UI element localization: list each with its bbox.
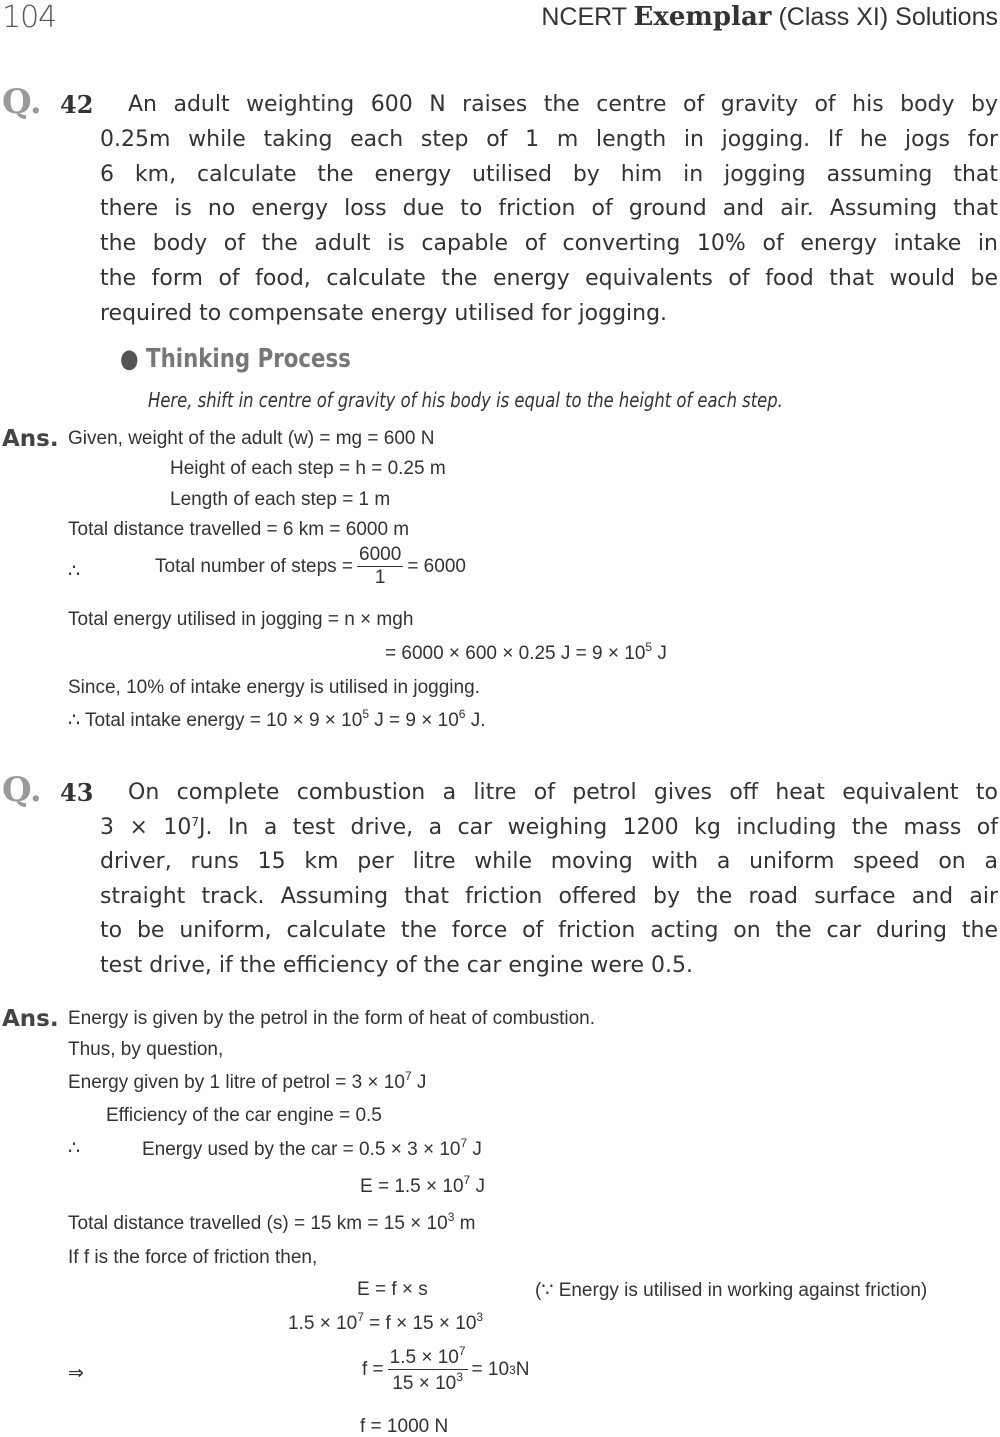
exponent: 3 — [447, 1210, 455, 1224]
question-line: the body of the adult is capable of converting 10% of energy intake in — [100, 231, 998, 256]
answer-line: Length of each step = 1 m — [170, 489, 391, 510]
answer-line: Total energy utilised in jogging = n × mgh — [68, 609, 414, 630]
exponent: 3 — [509, 1362, 516, 1377]
question-line: straight track. Assuming that friction offered by the road surface and air — [100, 884, 998, 909]
exponent: 3 — [476, 1310, 484, 1324]
question-line — [100, 815, 998, 840]
question-line: 0.25m while taking each step of 1 m length in jogging. If he jogs for — [100, 127, 998, 152]
question-line: there is no energy loss due to friction of ground and air. Assuming that — [100, 196, 998, 221]
question-text: J. In a test drive, a car weighing 1200 kg including the mass of — [199, 815, 998, 840]
eq-unit: J. — [465, 710, 486, 731]
denominator: 1 — [374, 567, 386, 588]
header-suffix: (Class XI) Solutions — [778, 3, 998, 31]
numerator — [388, 1344, 468, 1370]
question-mark: Q. — [2, 770, 42, 810]
answer-line: Efficiency of the car engine = 0.5 — [106, 1105, 382, 1126]
eq-text: E = 1.5 × 10 — [360, 1176, 464, 1197]
exponent: 5 — [362, 707, 369, 721]
eq-text: 15 × 10 — [392, 1373, 457, 1394]
fraction — [388, 1344, 468, 1395]
eq-unit: J — [411, 1072, 427, 1093]
thinking-process-heading — [120, 344, 351, 374]
exponent: 7 — [460, 1136, 468, 1150]
exponent: 7 — [191, 815, 199, 829]
header-bold: Exemplar — [633, 2, 772, 32]
eq-right: = 10 — [471, 1358, 510, 1380]
answer-line: Energy is given by the petrol in the form of heat of combustion. — [68, 1008, 596, 1029]
answer-line — [68, 707, 486, 732]
answer-line — [68, 1069, 426, 1094]
header-prefix: NCERT — [541, 3, 627, 31]
question-mark: Q. — [2, 82, 42, 122]
eq-unit: J — [470, 1176, 485, 1197]
eq-left: f = — [362, 1358, 384, 1380]
question-number: 43 — [60, 778, 94, 807]
eq-unit: m — [454, 1213, 476, 1234]
eq-text: 3 × 10 — [100, 815, 192, 840]
eq-text: = f × 15 × 10 — [363, 1313, 477, 1334]
answer-line: Thus, by question, — [68, 1039, 224, 1060]
eq-unit: J — [467, 1139, 482, 1160]
eq-unit: N — [515, 1358, 530, 1380]
answer-equation — [155, 544, 466, 589]
exponent: 6 — [458, 707, 466, 721]
answer-note: (∵ Energy is utilised in working against friction) — [535, 1280, 928, 1301]
exponent: 7 — [404, 1069, 412, 1083]
answer-line: Total distance travelled = 6 km = 6000 m — [68, 519, 410, 540]
eq-text: J = 9 × 10 — [369, 710, 459, 731]
lightbulb-icon: ● — [120, 344, 139, 374]
eq-text: Total distance travelled (s) = 15 km = 15 × 10 — [68, 1213, 448, 1234]
question-line: test drive, if the efficiency of the car engine were 0.5. — [100, 953, 693, 978]
thinking-process-text: Here, shift in centre of gravity of his body is equal to the height of each step. — [148, 388, 783, 412]
question-line: to be uniform, calculate the force of friction acting on the car during the — [100, 918, 998, 943]
question-number: 42 — [60, 90, 94, 119]
exponent: 7 — [458, 1344, 466, 1358]
question-line: An adult weighting 600 N raises the centre of gravity of his body by — [128, 92, 998, 117]
question-line: required to compensate energy utilised for jogging. — [100, 301, 668, 326]
eq-text: 1.5 × 10 — [288, 1313, 358, 1334]
eq-text: ∴ Total intake energy = 10 × 9 × 10 — [68, 710, 363, 731]
answer-line: If f is the force of friction then, — [68, 1247, 318, 1268]
page-number: 104 — [2, 0, 57, 35]
exponent: 3 — [456, 1370, 463, 1384]
answer-line: Height of each step = h = 0.25 m — [170, 458, 446, 479]
answer-line: Given, weight of the adult (w) = mg = 600 N — [68, 428, 435, 449]
thinking-title: Thinking Process — [146, 344, 351, 374]
answer-label: Ans. — [2, 426, 59, 452]
running-header — [541, 2, 998, 32]
answer-line — [360, 1173, 485, 1198]
question-line: 6 km, calculate the energy utilised by him in jogging assuming that — [100, 162, 998, 187]
exponent: 5 — [645, 640, 653, 654]
eq-text: Energy used by the car = 0.5 × 3 × 10 — [142, 1139, 461, 1160]
denominator — [392, 1370, 463, 1395]
question-line: driver, runs 15 km per litre while moving with a uniform speed on a — [100, 849, 998, 874]
answer-line — [288, 1310, 483, 1335]
eq-text: 1.5 × 10 — [389, 1347, 459, 1368]
exponent: 7 — [463, 1173, 471, 1187]
numerator: 6000 — [359, 544, 402, 565]
eq-right: = 6000 — [407, 555, 466, 577]
fraction — [357, 544, 403, 589]
eq-text: Energy given by 1 litre of petrol = 3 × 10 — [68, 1072, 405, 1093]
eq-unit: J — [652, 643, 667, 664]
answer-line — [142, 1136, 482, 1161]
therefore-symbol: ∴ — [68, 561, 81, 582]
answer-equation — [362, 1344, 529, 1395]
answer-line — [68, 1210, 475, 1235]
answer-line: f = 1000 N — [360, 1416, 449, 1437]
answer-line — [385, 640, 667, 665]
answer-line: E = f × s — [357, 1279, 428, 1300]
question-line: On complete combustion a litre of petrol gives off heat equivalent to — [128, 780, 998, 805]
therefore-symbol: ∴ — [68, 1138, 81, 1159]
eq-left: Total number of steps = — [155, 555, 354, 577]
answer-line: Since, 10% of intake energy is utilised in jogging. — [68, 677, 480, 698]
answer-label: Ans. — [2, 1006, 59, 1032]
eq-text: = 6000 × 600 × 0.25 J = 9 × 10 — [385, 643, 646, 664]
implies-symbol: ⇒ — [68, 1363, 84, 1384]
question-line: the form of food, calculate the energy equivalents of food that would be — [100, 266, 998, 291]
exponent: 7 — [357, 1310, 364, 1324]
